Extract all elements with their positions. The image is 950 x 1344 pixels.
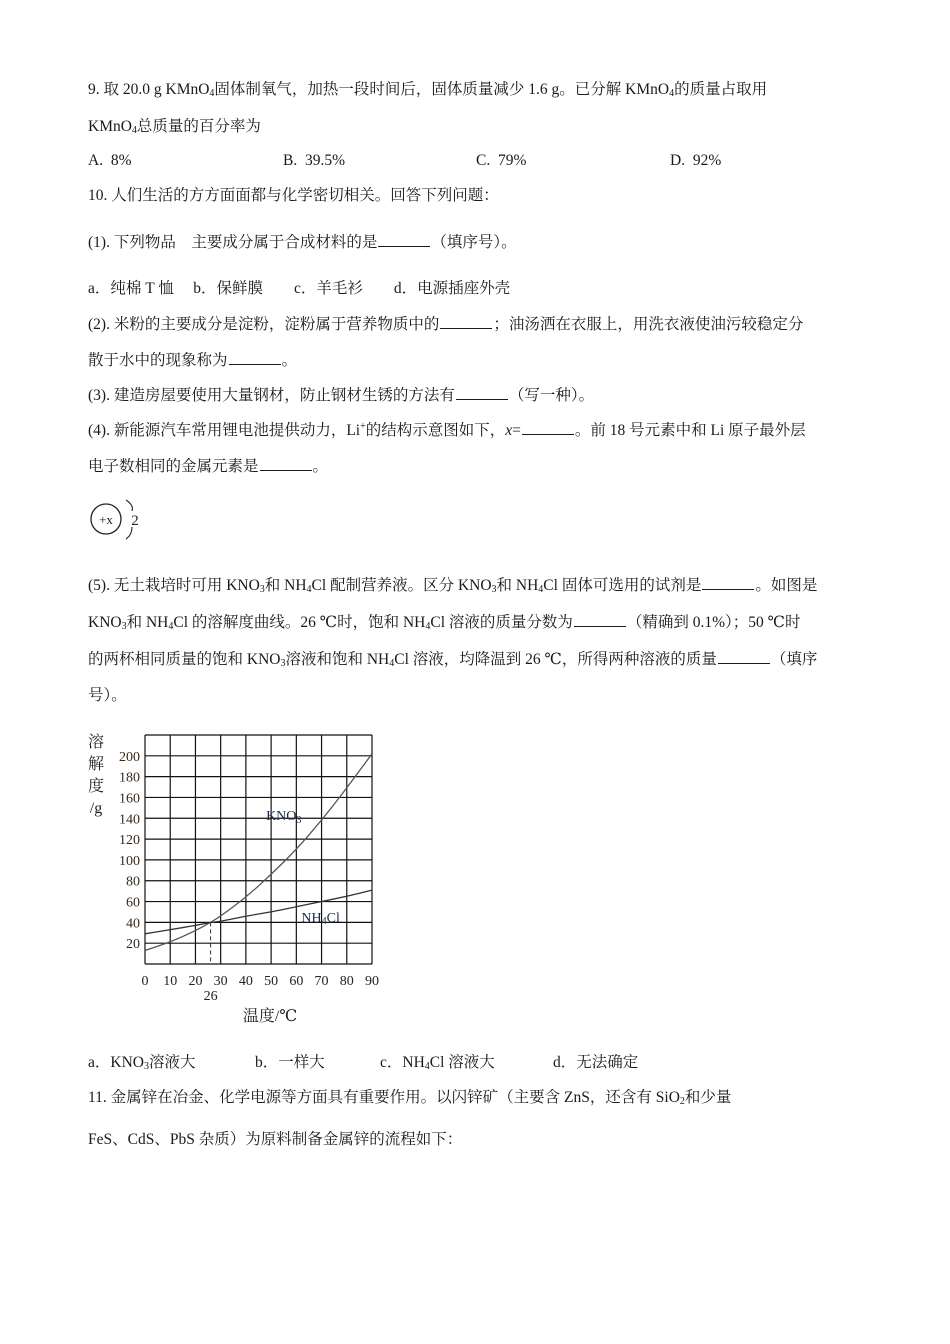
q10-text: 。 [312, 458, 329, 475]
q10-text: Cl 溶液，均降温到 26 ℃，所得两种溶液的质量 [394, 651, 717, 668]
svg-text:KNO3: $KNO_3$ [266, 809, 302, 827]
option-label: d． [553, 1054, 577, 1071]
q10-text: （写一种）。 [508, 387, 595, 404]
q10-part1 [88, 232, 517, 253]
answer-blank[interactable] [260, 456, 312, 471]
q9-stem-line2 [88, 117, 261, 137]
svg-text:26: 26 [203, 989, 218, 1004]
svg-text:200: 200 [119, 749, 140, 765]
subscript: 3 [143, 1061, 149, 1072]
q10-part4-line2 [88, 456, 328, 477]
q10-part1-options: a．纯棉 T 恤 b．保鲜膜 c．羊毛衫 d．电源插座外壳 [88, 280, 511, 297]
subscript: 4 [425, 621, 431, 632]
subscript: 4 [306, 584, 312, 595]
answer-blank[interactable] [378, 232, 430, 247]
answer-blank[interactable] [718, 649, 770, 664]
svg-text:20: 20 [126, 937, 140, 953]
svg-text:溶: 溶 [87, 734, 105, 751]
li-ion-structure-diagram [88, 497, 148, 543]
svg-text:160: 160 [119, 791, 140, 807]
svg-text:10: 10 [163, 974, 178, 989]
subscript: 2 [679, 1096, 685, 1107]
q10-text: Cl 的溶解度曲线。26 ℃时，饱和 NH [173, 614, 426, 631]
q10-text: Cl 配制营养液。区分 KNO [311, 577, 492, 594]
q10-p5-option-d [553, 1053, 638, 1073]
svg-text:60: 60 [289, 974, 304, 989]
answer-blank[interactable] [440, 314, 492, 329]
svg-text:90: 90 [365, 974, 379, 989]
svg-text:100: 100 [119, 853, 140, 869]
svg-text:120: 120 [119, 833, 140, 849]
chart-grid [145, 735, 372, 964]
svg-text:180: 180 [119, 770, 140, 786]
x-axis-ticks [142, 974, 380, 1004]
subscript: 3 [280, 658, 286, 669]
q10-text: 。如图是 [755, 577, 818, 594]
option-text: KNO [110, 1054, 144, 1071]
answer-blank[interactable] [229, 350, 281, 365]
atom-diagram-icon [88, 497, 148, 543]
q10-text: 和 NH [264, 577, 307, 594]
q9-text: KMnO [88, 118, 132, 135]
q10-text: （精确到 0.1%）；50 ℃时 [626, 614, 801, 631]
svg-text:140: 140 [119, 812, 140, 828]
y-axis-ticks [119, 750, 140, 952]
q10-text: 电子数相同的金属元素是 [88, 458, 259, 475]
q10-text: KNO [88, 614, 122, 631]
q9-option-b [283, 151, 345, 171]
option-text: 一样大 [278, 1054, 325, 1071]
q10-part5-line1 [88, 575, 817, 596]
q10-p5-option-a [88, 1053, 196, 1073]
q10-text: 溶液和饱和 NH [285, 651, 390, 668]
q9-text: 9. 取 20.0 g KMnO [88, 81, 210, 98]
q10-text: 的结构示意图如下， [365, 422, 506, 439]
svg-text:温度/℃: 温度/℃ [242, 1008, 298, 1025]
option-text: 79% [497, 152, 527, 169]
subscript: 4 [131, 125, 137, 136]
q10-text: (1). 下列物品 主要成分属于合成材料的是 [88, 234, 378, 251]
q10-text: Cl 溶液的质量分数为 [430, 614, 573, 631]
answer-blank[interactable] [702, 575, 754, 590]
option-text: 8% [110, 152, 132, 169]
subscript: 4 [424, 1061, 430, 1072]
subscript: 4 [389, 658, 395, 669]
q11-text: 11. 金属锌在冶金、化学电源等方面具有重要作用。以闪锌矿（主要含 ZnS，还含有 SiO [88, 1089, 680, 1106]
answer-blank[interactable] [456, 385, 508, 400]
q10-text: (5). 无土栽培时可用 KNO [88, 577, 260, 594]
solubility-chart [80, 725, 400, 1025]
q10-text: 和 NH [126, 614, 169, 631]
q10-text: ；油汤洒在衣服上，用洗衣液使油污较稳定分 [493, 316, 804, 333]
option-text: 92% [692, 152, 722, 169]
q10-part5-line2 [88, 612, 801, 633]
subscript: 4 [669, 88, 675, 99]
svg-text:80: 80 [339, 974, 354, 989]
option-label: A. [88, 152, 104, 169]
answer-blank[interactable] [522, 420, 574, 435]
svg-text:解: 解 [87, 756, 105, 773]
q10-text: 和 NH [496, 577, 539, 594]
q10-part3 [88, 385, 594, 406]
q11-stem-line1 [88, 1088, 731, 1108]
svg-text:50: 50 [264, 974, 279, 989]
subscript: 3 [259, 584, 265, 595]
svg-text:40: 40 [126, 916, 140, 932]
q9-text: 总质量的百分率为 [136, 118, 261, 135]
svg-text:20: 20 [188, 974, 203, 989]
option-text: 39.5% [304, 152, 346, 169]
q9-option-d [670, 151, 721, 171]
q10-text: Cl 固体可选用的试剂是 [543, 577, 702, 594]
q10-text: (2). 米粉的主要成分是淀粉，淀粉属于营养物质中的 [88, 316, 440, 333]
option-text: Cl 溶液大 [429, 1054, 495, 1071]
q10-text: 。 [281, 352, 298, 369]
q10-p5-option-b [255, 1053, 325, 1073]
option-label: c． [380, 1054, 403, 1071]
svg-text:60: 60 [126, 895, 140, 911]
svg-text:度: 度 [87, 778, 105, 795]
option-label: B. [283, 152, 298, 169]
option-text: NH [402, 1054, 425, 1071]
q11-stem-line2: FeS、CdS、PbS 杂质）为原料制备金属锌的流程如下： [88, 1131, 463, 1148]
svg-text:30: 30 [213, 974, 228, 989]
q10-text: （填序号）。 [431, 234, 517, 251]
option-label: a． [88, 1054, 111, 1071]
variable-x: x [505, 422, 513, 439]
subscript: 3 [121, 621, 127, 632]
superscript: + [360, 421, 366, 432]
svg-text:70: 70 [314, 974, 329, 989]
svg-text:NH4Cl: NH4Cl [301, 911, 340, 928]
q10-text: （填序 [770, 651, 818, 668]
q10-part2-line2 [88, 350, 297, 371]
svg-text:0: 0 [141, 974, 149, 989]
option-label: C. [476, 152, 491, 169]
q10-part5-line3 [88, 649, 817, 670]
solubility-curve-plot [80, 725, 400, 1025]
q10-text: 。前 18 号元素中和 Li 原子最外层 [574, 422, 806, 439]
option-text: 溶液大 [148, 1054, 196, 1071]
option-text: 无法确定 [576, 1054, 639, 1071]
chart-curves [145, 754, 372, 964]
q10-stem: 10. 人们生活的方方面面都与化学密切相关。回答下列问题： [88, 187, 499, 204]
option-label: D. [670, 152, 686, 169]
nucleus-charge: +x [99, 512, 113, 527]
subscript: 4 [168, 621, 174, 632]
q10-text: (4). 新能源汽车常用锂电池提供动力，Li [88, 422, 361, 439]
q10-text: 散于水中的现象称为 [88, 352, 228, 369]
subscript: 4 [538, 584, 544, 595]
q10-part4-line1 [88, 420, 806, 441]
svg-text:80: 80 [126, 874, 140, 890]
shell-electron-count: 2 [131, 513, 139, 529]
q9-option-c [476, 151, 526, 171]
q10-p5-option-c [380, 1053, 495, 1073]
subscript: 4 [209, 88, 215, 99]
subscript: 3 [491, 584, 497, 595]
q9-stem-line1 [88, 80, 767, 100]
q11-text: 和少量 [684, 1089, 732, 1106]
q9-text: 的质量占取用 [674, 81, 768, 98]
q10-part5-line4: 号）。 [88, 687, 127, 704]
q9-text: 固体制氧气，加热一段时间后，固体质量减少 1.6 g。已分解 KMnO [214, 81, 670, 98]
answer-blank[interactable] [574, 612, 626, 627]
svg-text:/g: /g [89, 800, 103, 817]
svg-text:40: 40 [238, 974, 253, 989]
q10-text: = [512, 422, 521, 439]
option-label: b． [255, 1054, 279, 1071]
q9-option-a [88, 151, 132, 171]
q10-part2-line1 [88, 314, 803, 335]
q10-text: 的两杯相同质量的饱和 KNO [88, 651, 281, 668]
q10-text: (3). 建造房屋要使用大量钢材，防止钢材生锈的方法有 [88, 387, 455, 404]
